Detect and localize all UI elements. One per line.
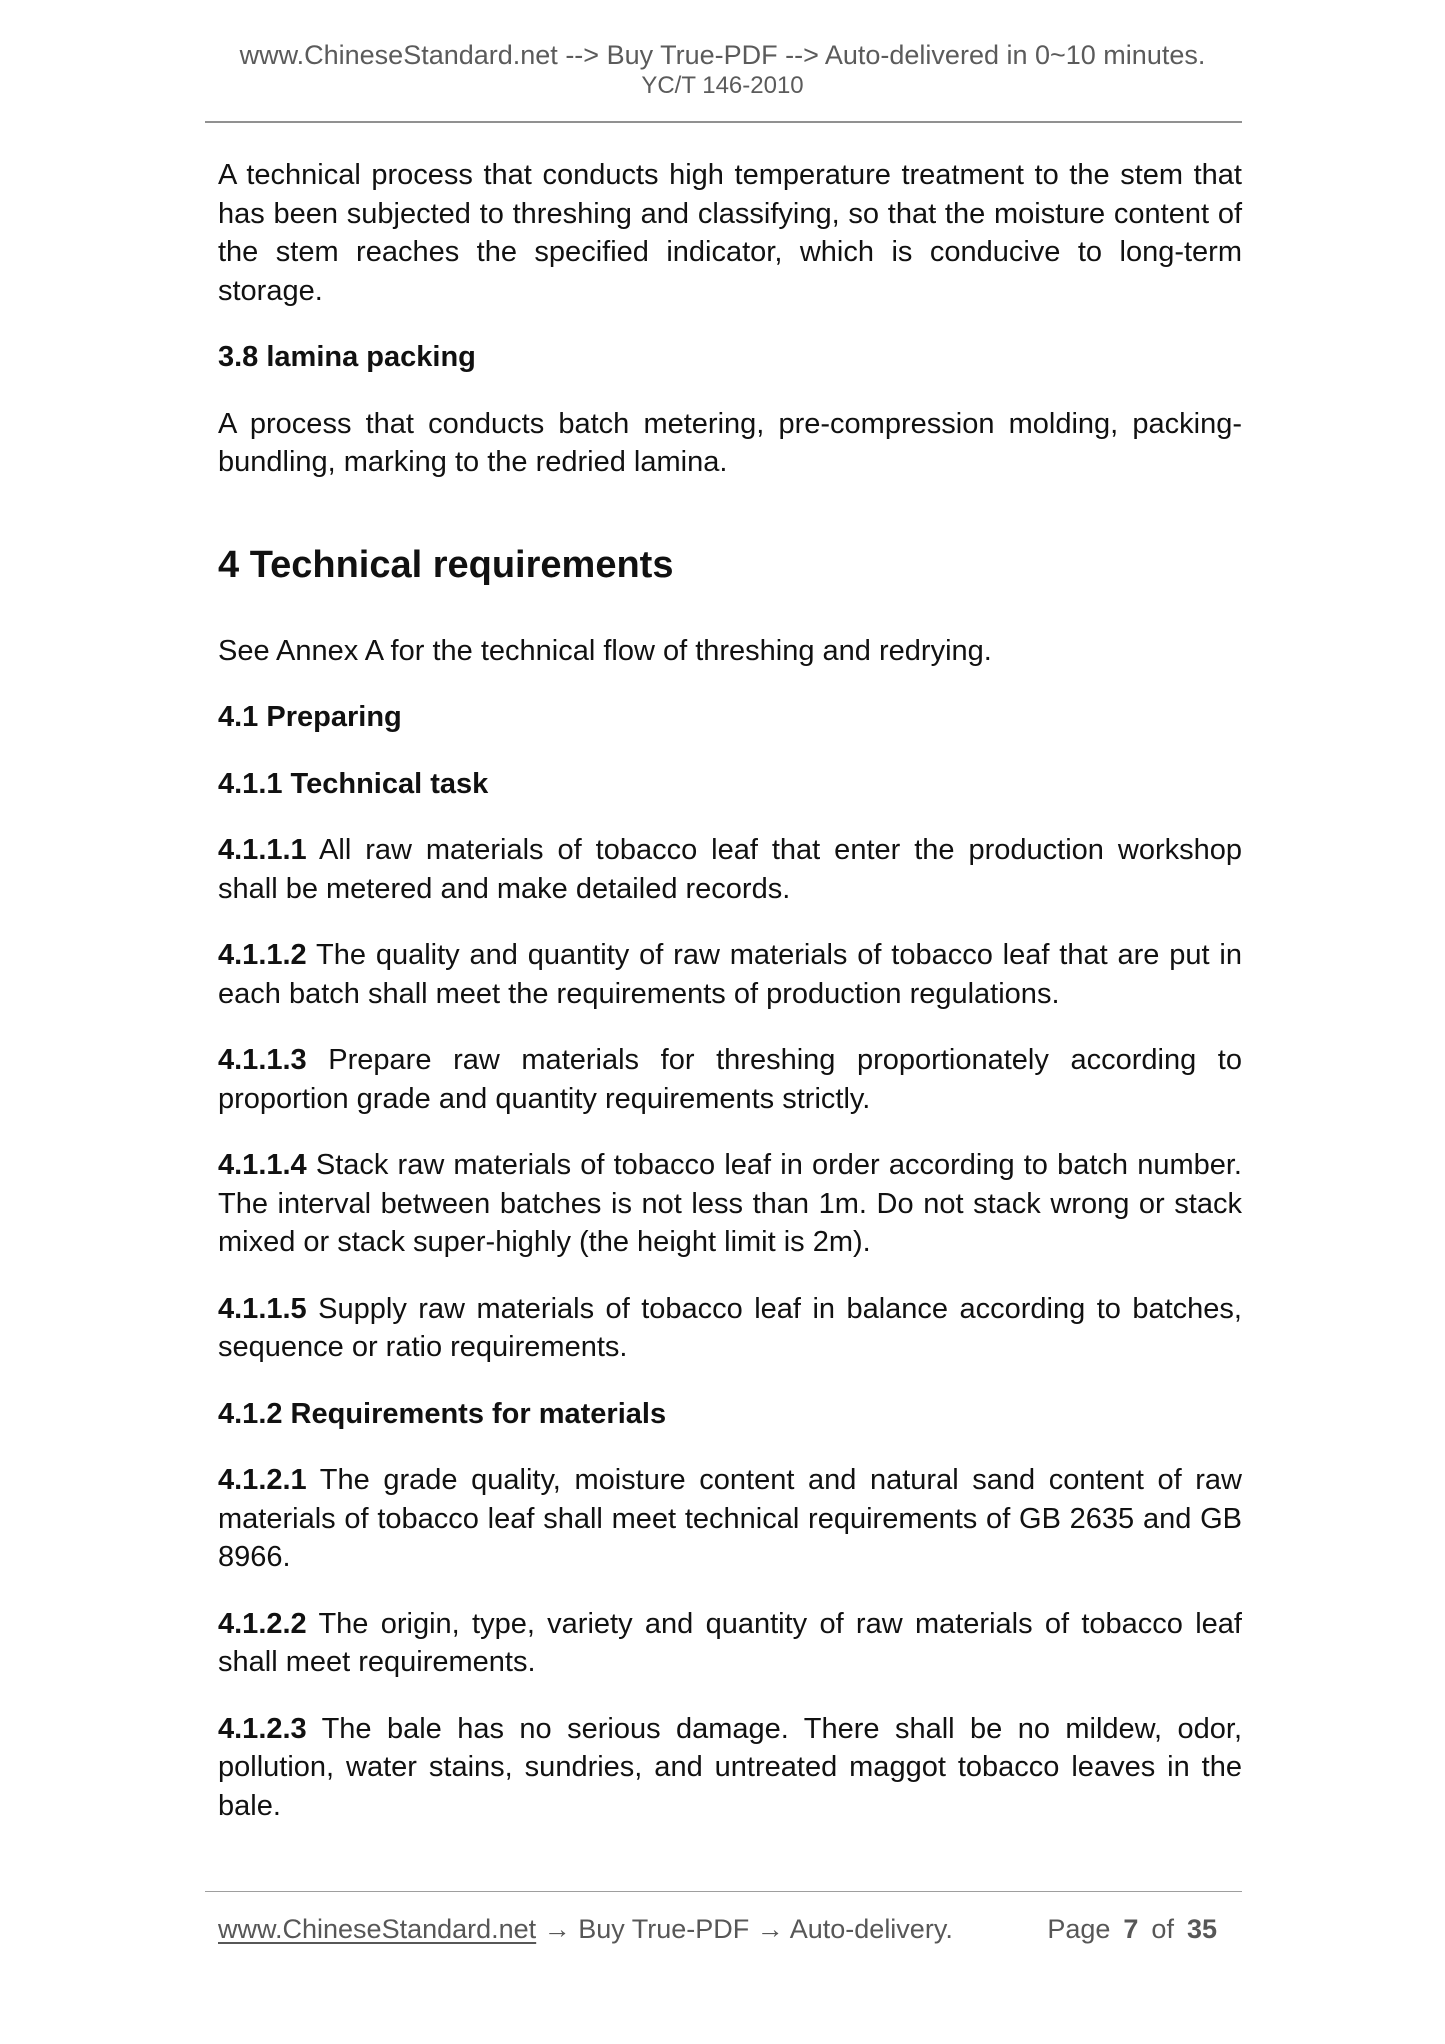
page-info (1047, 1912, 1217, 1946)
footer-divider (205, 1891, 1242, 1892)
numbered-paragraph: 4.1.1.5 Supply raw materials of tobacco leaf in balance according to batches, sequence or ratio requirements. (218, 1292, 1242, 1363)
numbered-paragraph: 4.1.2.1 The grade quality, moisture content and natural sand content of raw materials of tobacco leaf shall meet technical requirements of GB 2635 and GB 8966. (218, 1464, 1242, 1573)
clause-number: 4.1.2.1 (218, 1464, 307, 1496)
chapter-heading: 4 Technical requirements (218, 543, 674, 586)
paragraph: See Annex A for the technical flow of threshing and redrying. (218, 634, 992, 667)
numbered-paragraph: 4.1.2.2 The origin, type, variety and quantity of raw materials of tobacco leaf shall meet requirements. (218, 1607, 1242, 1678)
clause-number: 4.1.2.2 (218, 1607, 307, 1640)
clause-number: 4.1.1.5 (218, 1292, 307, 1325)
numbered-paragraph: 4.1.1.3 Prepare raw materials for threshing proportionately according to proportion grade and quantity requirements strictly. (218, 1044, 1242, 1115)
clause-number: 4.1.1.3 (218, 1044, 307, 1076)
footer-site-link[interactable]: www.ChineseStandard.net (218, 1914, 537, 1944)
header-note: www.ChineseStandard.net --> Buy True-PDF --> Auto-delivered in 0~10 minutes. (239, 40, 1206, 70)
paragraph: A process that conducts batch metering, pre-compression molding, packing-bundling, marking to the redried lamina. (218, 407, 1242, 478)
section-heading: 4.1.2 Requirements for materials (218, 1397, 667, 1430)
clause-number: 4.1.1.2 (218, 939, 307, 971)
clause-number: 4.1.2.3 (218, 1712, 307, 1745)
numbered-paragraph: 4.1.1.1 All raw materials of tobacco leaf that enter the production workshop shall be metered and make detailed records. (218, 834, 1242, 905)
numbered-paragraph: 4.1.1.2 The quality and quantity of raw materials of tobacco leaf that are put in each batch shall meet the requirements of production regulations. (218, 939, 1242, 1010)
numbered-paragraph: 4.1.1.4 Stack raw materials of tobacco leaf in order according to batch number. The interval between batches is not less than 1m. Do not stack wrong or stack mixed or stack super-highly (the height limit is 2m). (218, 1149, 1242, 1258)
section-heading: 3.8 lamina packing (218, 341, 476, 373)
clause-number: 4.1.1.1 (218, 834, 307, 866)
page-header (0, 40, 1445, 99)
footer-tail: → Buy True-PDF → Auto-delivery. (536, 1914, 953, 1944)
total-pages: 35 (1186, 1914, 1217, 1944)
page-word: Page (1047, 1914, 1111, 1944)
doc-code: YC/T 146-2010 (641, 72, 804, 99)
section-heading: 4.1.1 Technical task (218, 767, 489, 800)
clause-number: 4.1.1.4 (218, 1149, 307, 1181)
page-number: 7 (1123, 1914, 1139, 1944)
document-content (218, 156, 1242, 1853)
footer-note (218, 1912, 953, 1946)
section-heading: 4.1 Preparing (218, 701, 402, 733)
numbered-paragraph: 4.1.2.3 The bale has no serious damage. There shall be no mildew, odor, pollution, water stains, sundries, and untreated maggot tobacco leaves in the bale. (218, 1712, 1242, 1822)
header-divider (205, 121, 1242, 123)
paragraph: A technical process that conducts high temperature treatment to the stem that has been subjected to threshing and classifying, so that the moisture content of the stem reaches the specified indicator, which is conducive to long-term storage. (218, 159, 1242, 307)
page-footer (218, 1912, 1217, 1946)
of-word: of (1151, 1914, 1174, 1944)
